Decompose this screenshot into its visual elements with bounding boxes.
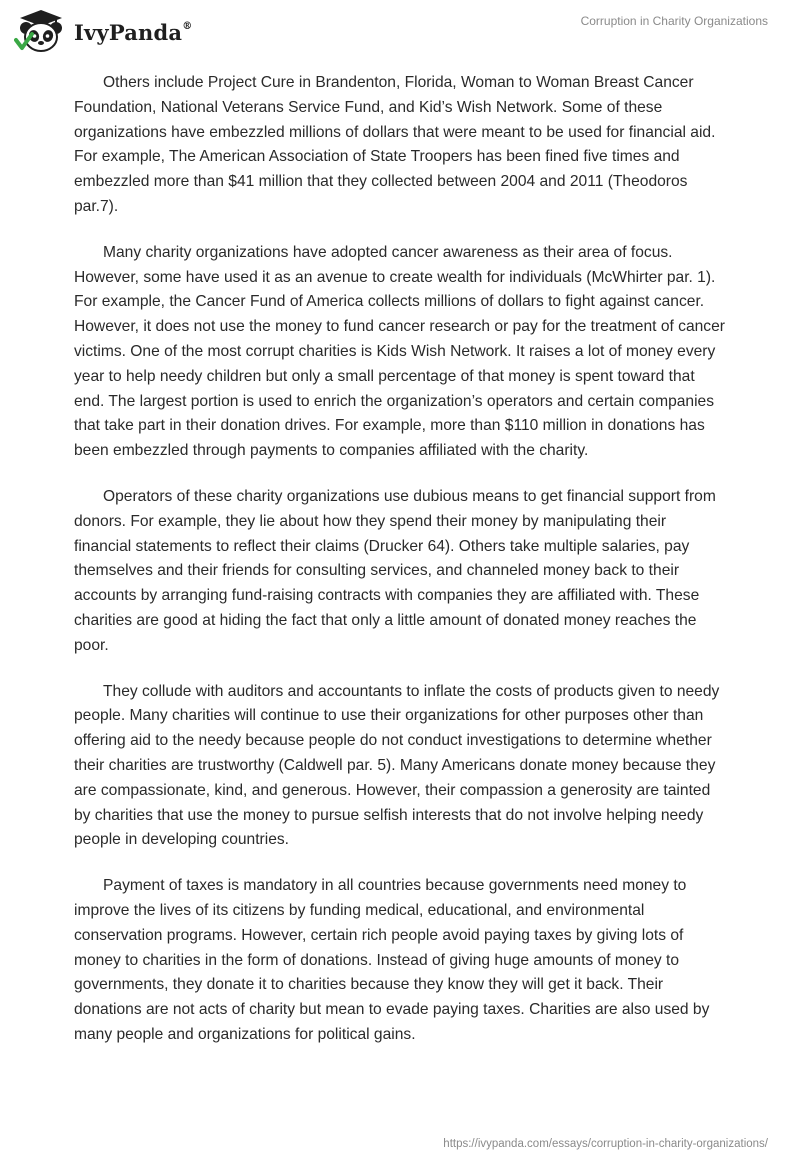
paragraph: Others include Project Cure in Brandenton, Florida, Woman to Woman Breast Cancer Foundation, National Veterans Service Fund, and Kid’s Wish Network. Some of these organizations have embezzled millions of dollars that were meant to be used for financial aid. For example, The American Association of State Troopers has been fined five times and embezzled more than $41 million that they collected between 2004 and 2011 (Theodoros par.7). — [74, 74, 716, 215]
paragraph: They collude with auditors and accountants to inflate the costs of products given to needy people. Many charities will continue to use their organizations for other purposes other than offering aid to the needy because people do not conduct investigations to determine whether their charities are trustworthy (Caldwell par. 5). Many Americans donate money because they are compassionate, kind, and generous. However, their compassion a generosity are tainted by charities that use the money to pursue selfish interests that do not involve helping needy people in developing countries. — [74, 682, 720, 849]
paragraph: Payment of taxes is mandatory in all countries because governments need money to improve the lives of its citizens by funding medical, educational, and environmental conservation programs. However, certain rich people avoid paying taxes by giving lots of money to charities in the form of donations. Instead of giving huge amounts of money to governments, they donate it to charities because they know they will get it back. Their donations are not acts of charity but mean to evade paying taxes. Charities are also used by many people and organizations for political gains. — [74, 877, 710, 1043]
paragraph: Many charity organizations have adopted cancer awareness as their area of focus. However, some have used it as an avenue to create wealth for individuals (McWhirter par. 1). For example, the Cancer Fund of America collects millions of dollars to fight against cancer. However, it does not use the money to fund cancer research or pay for the treatment of cancer victims. One of the most corrupt charities is Kids Wish Network. It raises a lot of money every year to help needy children but only a small percentage of that money is spent toward that end. The largest portion is used to enrich the organization’s operators and certain companies that take part in their donation drives. For example, more than $110 million in donations has been embezzled through payments to companies affiliated with the charity. — [74, 243, 725, 460]
page-header — [0, 0, 800, 60]
document-title: Corruption in Charity Organizations — [580, 14, 768, 28]
panda-graduate-logo-icon — [14, 8, 68, 54]
source-url-link[interactable]: https://ivypanda.com/essays/corruption-in-charity-organizations/ — [443, 1138, 768, 1150]
registered-mark: ® — [182, 20, 193, 32]
brand-name: IvyPanda® — [74, 19, 193, 45]
paragraph: Operators of these charity organizations use dubious means to get financial support from donors. For example, they lie about how they spend their money by manipulating their financial statements to reflect their claims (Drucker 64). Others take multiple salaries, pay themselves and their friends for consulting services, and channeled money back to their accounts by arranging fund-raising contracts with companies they are affiliated with. These charities are good at hiding the fact that only a little amount of donated money reaches the poor. — [74, 487, 716, 654]
brand-logo[interactable] — [14, 8, 192, 54]
essay-body — [74, 71, 726, 1069]
